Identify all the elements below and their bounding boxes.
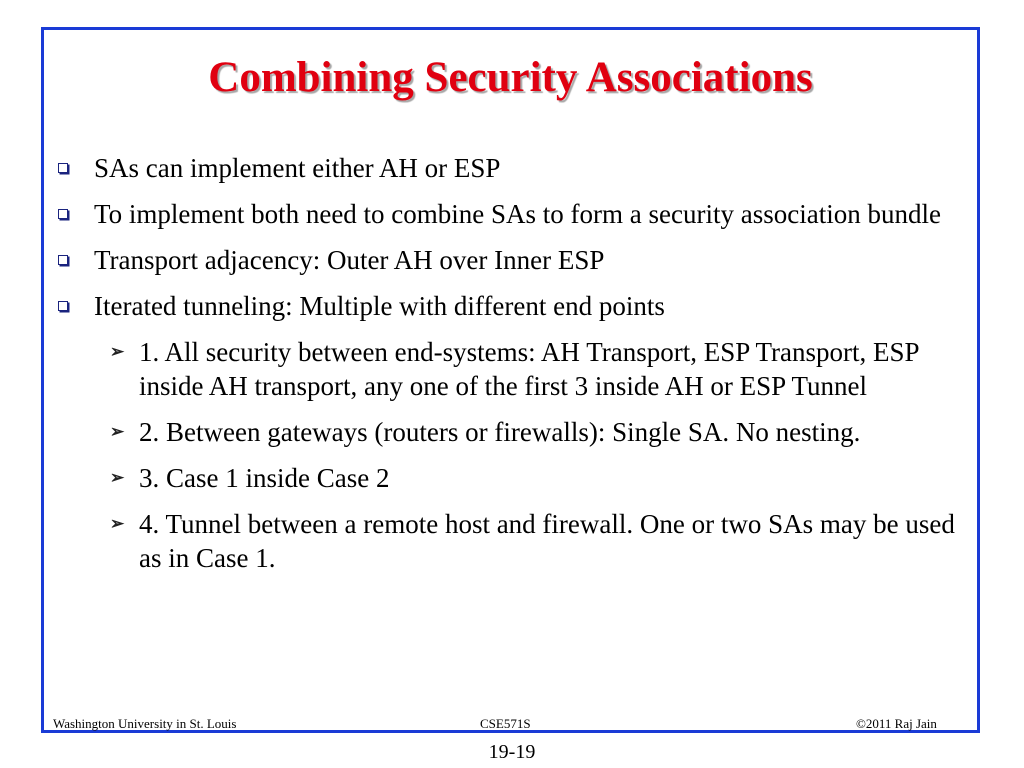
bullet-item: [58, 243, 957, 277]
square-bullet-icon: [58, 255, 68, 265]
sub-bullet-text: 1. All security between end-systems: AH Transport, ESP Transport, ESP inside AH transport, any one of the first 3 inside AH or ESP Tunnel: [139, 337, 919, 401]
bullet-item: [58, 289, 957, 323]
bullet-text: Iterated tunneling: Multiple with different end points: [94, 291, 665, 321]
sub-bullet-text: 2. Between gateways (routers or firewalls): Single SA. No nesting.: [139, 417, 861, 447]
bullet-item: [58, 151, 957, 185]
bullet-list: [58, 151, 957, 587]
sub-bullet-item: [58, 507, 957, 575]
bullet-text: To implement both need to combine SAs to form a security association bundle: [94, 199, 941, 229]
bullet-text: SAs can implement either AH or ESP: [94, 153, 501, 183]
square-bullet-icon: [58, 209, 68, 219]
square-bullet-icon: [58, 301, 68, 311]
page-number: 19-19: [488, 741, 536, 763]
arrow-bullet-icon: ➢: [110, 422, 125, 441]
sub-bullet-item: [58, 335, 957, 403]
sub-bullet-item: [58, 415, 957, 449]
sub-bullet-item: [58, 461, 957, 495]
footer-copyright: ©2011 Raj Jain: [856, 716, 937, 731]
arrow-bullet-icon: ➢: [110, 514, 125, 533]
arrow-bullet-icon: ➢: [110, 468, 125, 487]
bullet-text: Transport adjacency: Outer AH over Inner ESP: [94, 245, 605, 275]
slide-border-frame: [41, 27, 980, 733]
arrow-bullet-icon: ➢: [110, 342, 125, 361]
square-bullet-icon: [58, 163, 68, 173]
sub-bullet-text: 4. Tunnel between a remote host and firewall. One or two SAs may be used as in Case 1.: [139, 509, 955, 573]
slide-title: Combining Security Associations: [208, 54, 813, 101]
footer-course: CSE571S: [480, 716, 531, 731]
bullet-item: [58, 197, 957, 231]
sub-bullet-text: 3. Case 1 inside Case 2: [139, 463, 390, 493]
footer-institution: Washington University in St. Louis: [53, 716, 237, 731]
